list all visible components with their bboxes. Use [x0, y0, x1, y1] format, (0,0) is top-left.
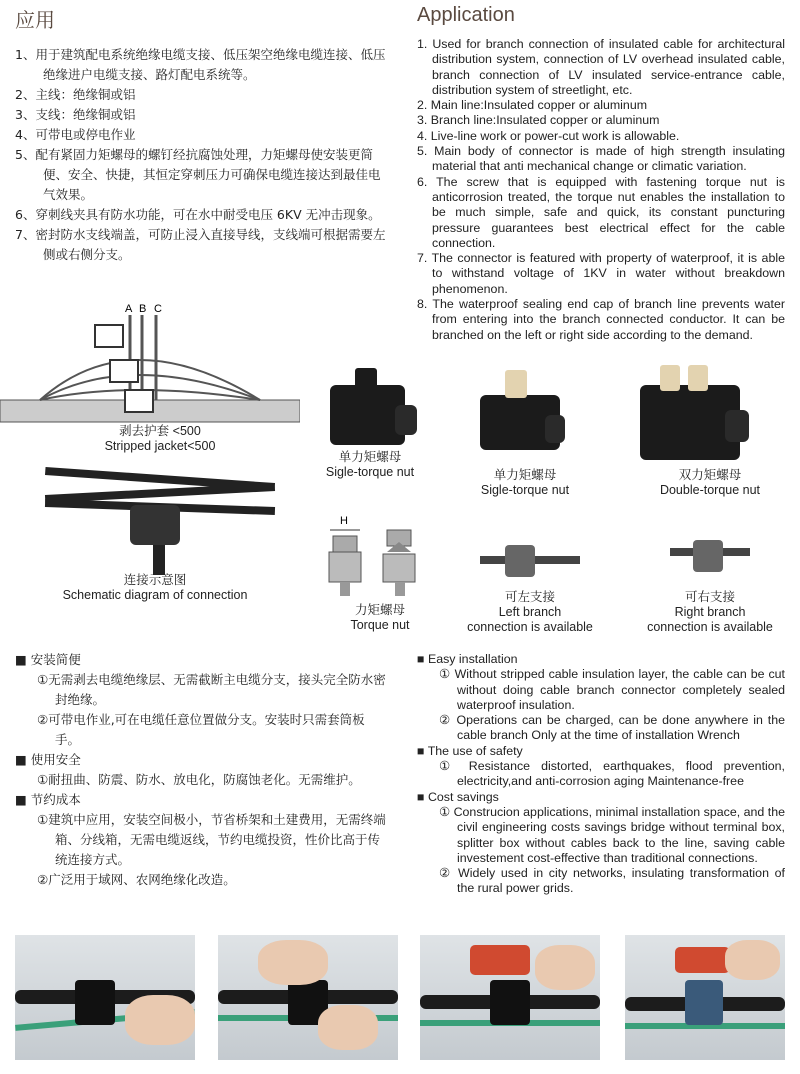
- cn-title: 应用: [15, 10, 55, 32]
- install-photo-4: [625, 935, 785, 1060]
- feature-item: ② Widely used in city networks, insulating transformation of the rural power grids.: [439, 866, 785, 896]
- cn-item: 5、配有紧固力矩螺母的螺钉经抗腐蚀处理，力矩螺母使安装更简便、安全、快捷，其恒定穿刺压力可确保电缆连接达到最佳电气效果。: [15, 147, 381, 202]
- feature-item: ① Resistance distorted, earthquakes, flood prevention, electricity,and anti-corrosion aging Maintenance-free: [439, 759, 785, 789]
- connection-wiring-diagram: [0, 300, 300, 430]
- en-item: 8. The waterproof sealing end cap of branch line prevents water from entering into the branch connected conductor. It can be branched on the left or right side according to the demand.: [417, 297, 785, 342]
- stripped-en: Stripped jacket<500: [104, 439, 216, 453]
- feature-heading: ■ 节约成本: [15, 790, 387, 810]
- install-photo-2: [218, 935, 398, 1060]
- install-photo-3: [420, 935, 600, 1060]
- single-torque-caption-1: [310, 450, 430, 480]
- left-branch-caption: [460, 590, 600, 635]
- cn-item: 2、主线：绝缘铜或铝: [15, 87, 136, 102]
- install-photo-1: [15, 935, 195, 1060]
- torque-cn: 力矩螺母: [354, 603, 405, 617]
- feature-item: ②可带电作业,可在电缆任意位置做分支。安装时只需套筒板手。: [37, 712, 365, 747]
- cn-item: 6、穿刺线夹具有防水功能，可在水中耐受电压 6KV 无冲击现象。: [15, 207, 381, 222]
- schematic-caption: [40, 573, 270, 603]
- torque-nut-diagram: [325, 512, 435, 597]
- right-cn: 可右支接: [684, 590, 735, 604]
- single1-cn: 单力矩螺母: [338, 450, 402, 464]
- double-torque-caption: [630, 468, 790, 498]
- left-en2: connection is available: [467, 620, 593, 634]
- feature-item: ① Construcion applications, minimal installation space, and the civil engineering costs savings bridge without terminal box, splitter box without cables back to the line, saving cable investement cost-effective than traditional connections.: [439, 804, 785, 865]
- left-en1: Left branch: [498, 605, 562, 619]
- schematic-cn: 连接示意图: [123, 573, 187, 587]
- right-branch-caption: [635, 590, 785, 635]
- chinese-application-section: [15, 4, 387, 265]
- double-cn: 双力矩螺母: [678, 468, 742, 482]
- cn-item: 1、用于建筑配电系统绝缘电缆支接、低压架空绝缘电缆连接、低压绝缘进户电缆支接、路灯配电系统等。: [15, 47, 386, 82]
- cn-item: 7、密封防水支线端盖，可防止浸入直接导线，支线端可根据需要左侧或右侧分支。: [15, 227, 386, 262]
- feature-heading: ■ Easy installation: [417, 652, 785, 667]
- feature-heading: ■ Cost savings: [417, 790, 785, 805]
- single1-en: Sigle-torque nut: [325, 465, 415, 479]
- feature-heading: ■ 使用安全: [15, 750, 387, 770]
- torque-en: Torque nut: [350, 618, 410, 632]
- feature-item: ①耐扭曲、防震、防水、放电化，防腐蚀老化。无需维护。: [37, 772, 361, 787]
- schematic-en: Schematic diagram of connection: [62, 588, 248, 602]
- cn-item: 3、支线：绝缘铜或铝: [15, 107, 136, 122]
- en-item: 6. The screw that is equipped with fastening torque nut is anticorrosion treated, the torque nut enables the installation to be much simple, safe and quick, its constant puncturing pressure guarantees best electrical effect for the cable connection.: [417, 174, 785, 250]
- label-c: C: [154, 303, 162, 315]
- label-h: H: [340, 515, 348, 527]
- en-item: 7. The connector is featured with property of waterproof, it is able to withstand voltage of 1KV in water without breakdown phenomenon.: [417, 251, 785, 296]
- en-item: 3. Branch line:Insulated copper or aluminum: [417, 113, 660, 128]
- schematic-photo: [45, 465, 275, 575]
- label-b: B: [139, 303, 147, 315]
- right-en1: Right branch: [674, 605, 746, 619]
- feature-item: ①无需剥去电缆绝缘层、无需截断主电缆分支，接头完全防水密封绝缘。: [37, 672, 386, 707]
- torque-nut-caption: [320, 603, 440, 633]
- english-application-section: [417, 4, 785, 343]
- features-en: [417, 652, 785, 897]
- en-item: 1. Used for branch connection of insulated cable for architectural distribution system, connection of LV overhead insulated cable, branch connection of LV insulated service-entrance cable, distribution system of streetlight, etc.: [417, 37, 785, 97]
- en-item: 5. Main body of connector is made of high strength insulating material that anti mechanical change or climatic variation.: [417, 144, 785, 174]
- cn-item: 4、可带电或停电作业: [15, 127, 136, 142]
- right-en2: connection is available: [647, 620, 773, 634]
- features-cn: [15, 650, 387, 890]
- label-a: A: [125, 303, 133, 315]
- left-cn: 可左支接: [504, 590, 555, 604]
- feature-heading: ■ The use of safety: [417, 744, 785, 759]
- en-item: 4. Live-line work or power-cut work is allowable.: [417, 128, 680, 143]
- feature-item: ①建筑中应用，安装空间极小，节省桥架和土建费用，无需终端箱、分线箱，无需电缆返线，节约电缆投资，性价比高于传统连接方式。: [37, 812, 386, 867]
- single-torque-caption-2: [465, 468, 585, 498]
- en-item: 2. Main line:Insulated copper or aluminum: [417, 98, 648, 113]
- stripped-cn: 剥去护套 <500: [119, 424, 201, 438]
- feature-heading: ■ 安装简便: [15, 650, 387, 670]
- feature-item: ② Operations can be charged, can be done anywhere in the cable branch Only at the time of installation Wrench: [439, 713, 785, 743]
- single2-cn: 单力矩螺母: [493, 468, 557, 482]
- double-en: Double-torque nut: [659, 483, 761, 497]
- feature-item: ① Without stripped cable insulation layer, the cable can be cut without doing cable branch connector completely sealed waterproof insulation.: [439, 667, 785, 712]
- single2-en: Sigle-torque nut: [480, 483, 570, 497]
- stripped-caption: [60, 424, 260, 454]
- feature-item: ②广泛用于域网、农网绝缘化改造。: [37, 872, 236, 887]
- en-title: Application: [417, 4, 515, 26]
